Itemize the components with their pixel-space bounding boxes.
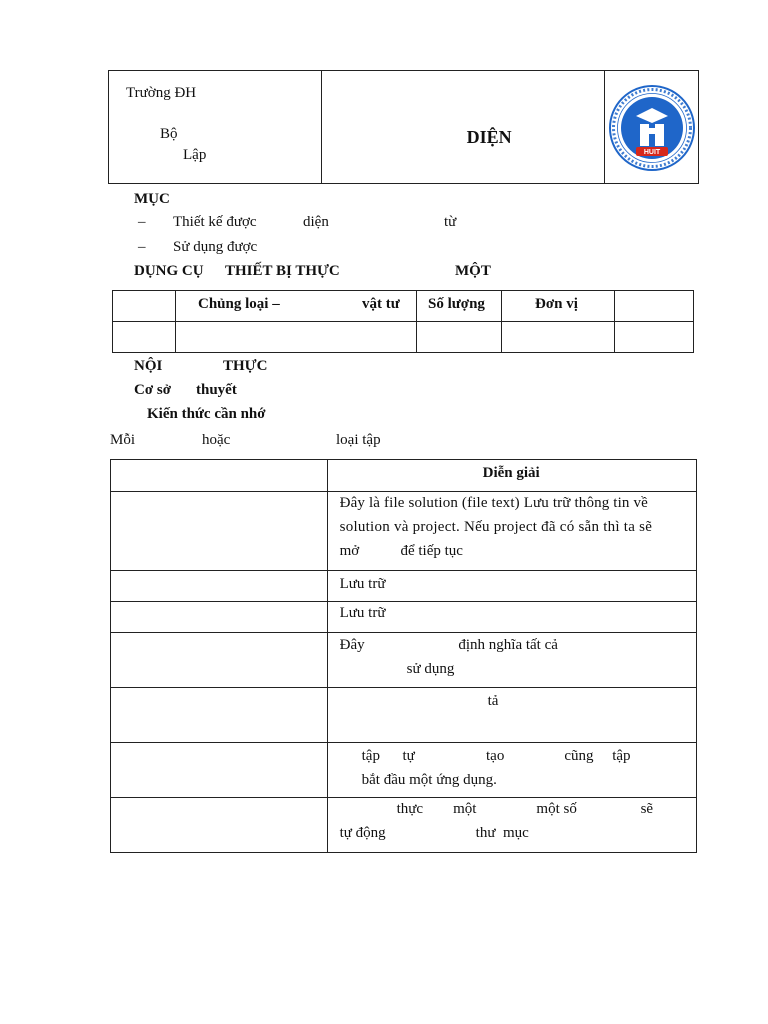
remember-heading: Kiến thức cần nhớ xyxy=(147,406,266,422)
lab-name: Lập xyxy=(183,147,207,163)
objective-text: Thiết kế được xyxy=(173,214,257,230)
table-cell xyxy=(327,743,696,798)
table-cell xyxy=(417,322,502,353)
table-row xyxy=(111,798,697,853)
table-header-cell xyxy=(327,460,696,492)
table-cell xyxy=(327,492,696,571)
equipment-heading: DỤNG CỤ xyxy=(134,263,204,279)
table-row xyxy=(111,688,697,743)
university-logo-icon xyxy=(608,84,696,172)
table-row xyxy=(111,743,697,798)
column-header: Diễn giải xyxy=(482,465,540,481)
description-line: mở để tiếp tục xyxy=(339,543,463,559)
table-header-row xyxy=(111,460,697,492)
table-header-cell xyxy=(502,291,615,322)
table-cell xyxy=(327,571,696,602)
document-title: DIỆN xyxy=(466,127,512,147)
table-cell xyxy=(111,571,328,602)
description-line: solution và project. Nếu project đã có sẵn thì ta sẽ xyxy=(339,519,653,535)
intro-text: Mỗi xyxy=(110,432,136,448)
description-line: tự động thư mục xyxy=(339,825,529,841)
table-cell xyxy=(111,460,328,492)
objective-text: Sử dụng được xyxy=(173,239,258,255)
equipment-heading: MỘT xyxy=(455,263,491,279)
table-cell xyxy=(502,322,615,353)
description-line: Đây định nghĩa tất cả xyxy=(339,637,558,653)
table-header-cell xyxy=(417,291,502,322)
description-table xyxy=(110,459,697,853)
table-header-row xyxy=(113,291,694,322)
column-header: Số lượng xyxy=(428,296,485,312)
table-row xyxy=(111,602,697,633)
table-cell xyxy=(111,492,328,571)
table-header-cell xyxy=(176,291,417,322)
objective-text: từ xyxy=(444,214,457,230)
theory-heading: thuyết xyxy=(196,382,237,398)
description-line: Lưu trữ xyxy=(339,605,386,621)
objective-text: diện xyxy=(303,214,329,230)
table-cell xyxy=(327,688,696,743)
header-title-cell xyxy=(321,71,605,184)
description-line: sử dụng xyxy=(406,661,455,677)
table-cell xyxy=(113,322,176,353)
table-cell xyxy=(327,633,696,688)
table-cell xyxy=(615,291,694,322)
table-cell xyxy=(615,322,694,353)
description-line: Đây là file solution (file text) Lưu trữ thông tin về xyxy=(339,495,648,511)
table-cell xyxy=(111,602,328,633)
header-left-cell xyxy=(109,71,322,184)
theory-heading: Cơ sở xyxy=(134,382,172,398)
table-cell xyxy=(113,291,176,322)
department-name: Bộ xyxy=(160,126,178,142)
table-row xyxy=(111,571,697,602)
description-line: Lưu trữ xyxy=(339,576,386,592)
table-row xyxy=(111,492,697,571)
table-cell xyxy=(327,798,696,853)
objectives-heading: MỤC xyxy=(134,191,170,207)
school-name: Trường ĐH xyxy=(126,85,197,101)
table-row xyxy=(113,322,694,353)
table-cell xyxy=(111,743,328,798)
equipment-table xyxy=(112,290,694,353)
table-row xyxy=(111,633,697,688)
intro-text: hoặc xyxy=(202,432,231,448)
description-line: bắt đầu một ứng dụng. xyxy=(361,772,497,788)
header-table xyxy=(108,70,699,184)
description-line: tập tự tạo cũng tập xyxy=(361,748,631,764)
logo-text: HUIT xyxy=(643,149,661,156)
equipment-heading: THIẾT BỊ THỰC xyxy=(225,263,340,279)
header-logo-cell xyxy=(605,71,699,184)
objective-bullet: – xyxy=(138,239,146,255)
table-cell xyxy=(111,633,328,688)
column-header: vật tư xyxy=(362,296,400,312)
table-cell xyxy=(111,688,328,743)
intro-text: loại tập xyxy=(336,432,381,448)
column-header: Đơn vị xyxy=(535,296,578,312)
description-line: tả xyxy=(487,693,499,709)
objective-bullet: – xyxy=(138,214,146,230)
table-cell xyxy=(176,322,417,353)
content-heading: NỘI xyxy=(134,358,163,374)
description-line: thực một một số sẽ xyxy=(396,801,654,817)
column-header: Chủng loại – xyxy=(198,296,280,312)
table-cell xyxy=(111,798,328,853)
table-cell xyxy=(327,602,696,633)
content-heading: THỰC xyxy=(223,358,268,374)
